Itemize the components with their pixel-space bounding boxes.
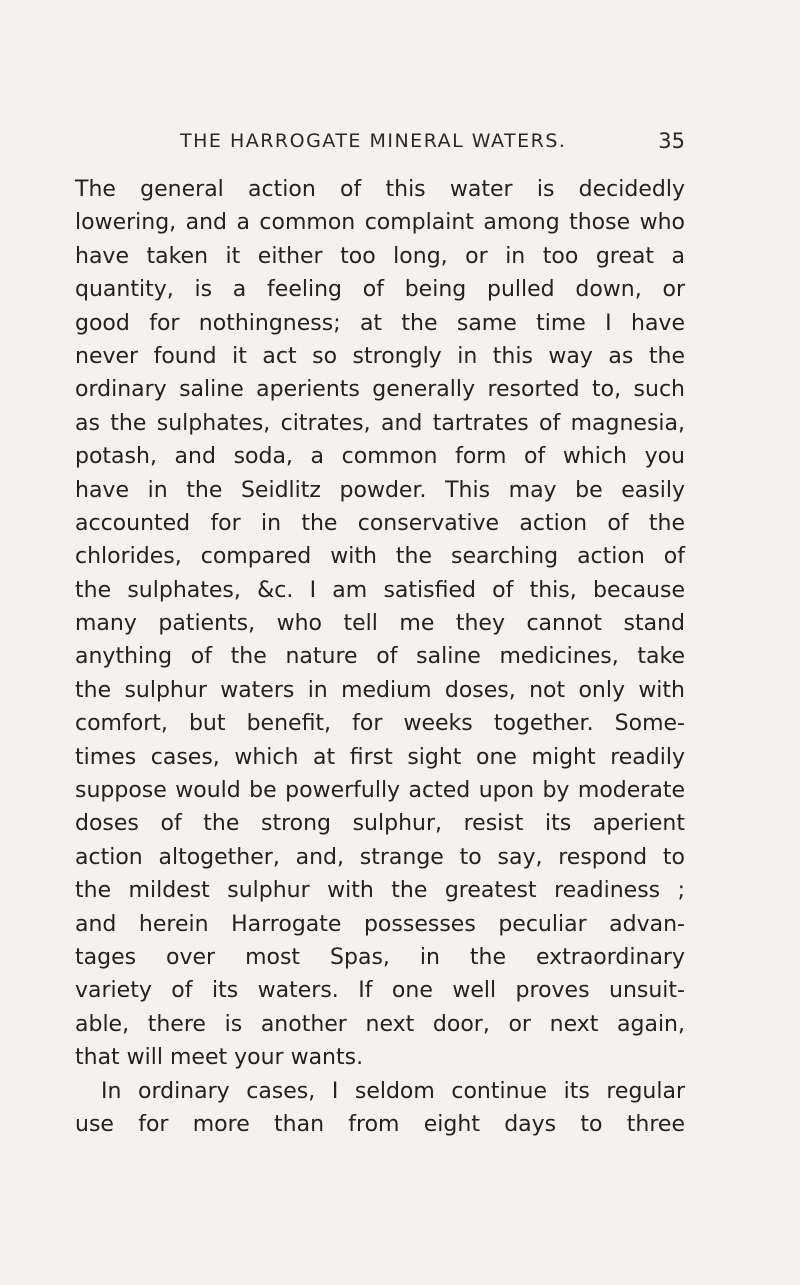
text-line: that will meet your wants. (75, 1045, 364, 1071)
text-line: quantity, is a feeling of being pulled down, or (75, 277, 685, 303)
text-line: accounted for in the conservative action of the (75, 510, 685, 536)
text-line: suppose would be powerfully acted upon by moderate (75, 778, 685, 804)
running-title: THE HARROGATE MINERAL WATERS. (180, 130, 567, 152)
text-line: doses of the strong sulphur, resist its aperient (75, 811, 685, 837)
text-line: tages over most Spas, in the extraordinary (75, 944, 685, 970)
text-line: never found it act so strongly in this way as the (75, 343, 685, 369)
text-line: many patients, who tell me they cannot stand (75, 611, 685, 637)
text-line: the sulphates, &c. I am satisfied of this, because (75, 577, 685, 603)
running-header (180, 130, 685, 160)
text-line: In ordinary cases, I seldom continue its regular (101, 1078, 685, 1104)
text-line: lowering, and a common complaint among those who (75, 210, 685, 236)
text-line: and herein Harrogate possesses peculiar advan- (75, 911, 685, 937)
text-line: chlorides, compared with the searching action of (75, 544, 685, 570)
text-line: times cases, which at first sight one might readily (75, 744, 685, 770)
text-line: the sulphur waters in medium doses, not only with (75, 677, 685, 703)
text-line: good for nothingness; at the same time I have (75, 310, 685, 336)
text-line: have taken it either too long, or in too great a (75, 243, 685, 269)
text-line: The general action of this water is decidedly (75, 177, 685, 202)
text-line: anything of the nature of saline medicines, take (75, 644, 685, 670)
text-line: the mildest sulphur with the greatest readiness ; (75, 878, 685, 904)
text-line: potash, and soda, a common form of which you (75, 444, 685, 470)
text-line: able, there is another next door, or next again, (75, 1011, 685, 1037)
body-text (75, 173, 685, 1141)
text-line: comfort, but benefit, for weeks together. Some- (75, 711, 685, 737)
text-line: have in the Seidlitz powder. This may be easily (75, 477, 685, 503)
text-line: variety of its waters. If one well proves unsuit- (75, 978, 685, 1004)
text-line: action altogether, and, strange to say, respond to (75, 844, 685, 870)
text-line: ordinary saline aperients generally resorted to, such (75, 377, 685, 403)
text-line: as the sulphates, citrates, and tartrates of magnesia, (75, 410, 685, 436)
page-number: 35 (658, 129, 685, 153)
text-line: use for more than from eight days to three (75, 1111, 685, 1137)
